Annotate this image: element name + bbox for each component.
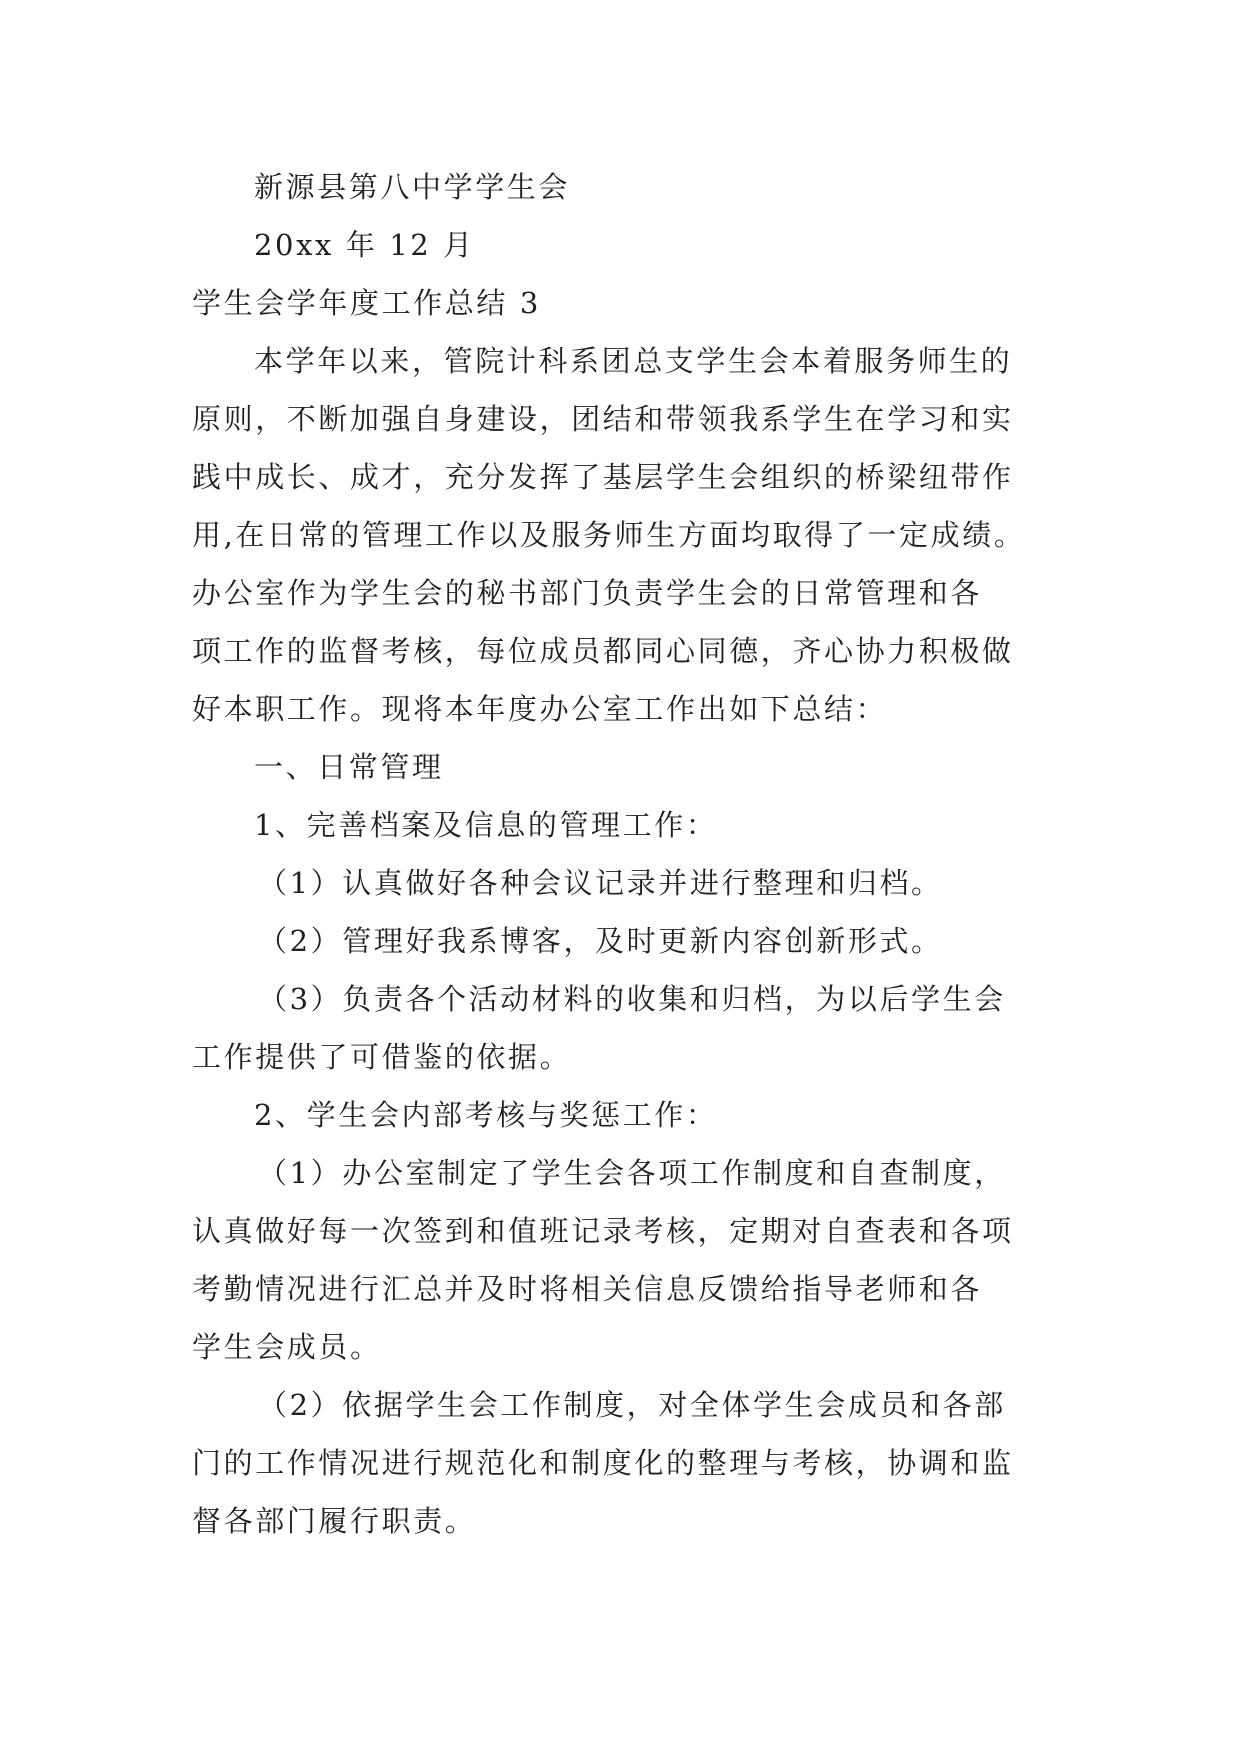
paragraph-line: 原则，不断加强自身建设，团结和带领我系学生在学习和实 — [192, 402, 1014, 436]
paragraph-line: （1）办公室制定了学生会各项工作制度和自查制度， — [258, 1156, 1006, 1190]
list-item: （1）认真做好各种会议记录并进行整理和归档。 — [258, 866, 943, 900]
section-title: 学生会学年度工作总结 3 — [192, 286, 541, 320]
heading-daily-management: 一、日常管理 — [254, 750, 444, 784]
list-item — [192, 970, 1052, 1086]
subheading-archives: 1、完善档案及信息的管理工作： — [254, 808, 718, 842]
paragraph-line: 学生会成员。 — [192, 1330, 382, 1364]
paragraph-line: 门的工作情况进行规范化和制度化的整理与考核，协调和监 — [192, 1446, 1014, 1480]
paragraph-line: 督各部门履行职责。 — [192, 1504, 477, 1538]
list-item: （2）管理好我系博客，及时更新内容创新形式。 — [258, 924, 943, 958]
paragraph-line: 工作提供了可借鉴的依据。 — [192, 1040, 572, 1074]
paragraph-line: 用,在日常的管理工作以及服务师生方面均取得了一定成绩。 — [192, 518, 1026, 552]
paragraph-line: 好本职工作。现将本年度办公室工作出如下总结： — [192, 692, 888, 726]
document-body — [192, 158, 1052, 1550]
list-item — [192, 1144, 1052, 1376]
paragraph-line: 项工作的监督考核，每位成员都同心同德，齐心协力积极做 — [192, 634, 1014, 668]
list-item — [192, 1376, 1052, 1550]
subheading-assessment: 2、学生会内部考核与奖惩工作： — [254, 1098, 718, 1132]
paragraph-line: 本学年以来，管院计科系团总支学生会本着服务师生的 — [254, 344, 1013, 378]
signature-date: 20xx 年 12 月 — [254, 228, 475, 262]
paragraph-line: 践中成长、成才，充分发挥了基层学生会组织的桥梁纽带作 — [192, 460, 1014, 494]
paragraph-line: 考勤情况进行汇总并及时将相关信息反馈给指导老师和各 — [192, 1272, 983, 1306]
signature-organization: 新源县第八中学学生会 — [254, 170, 571, 204]
intro-paragraph — [192, 332, 1052, 738]
paragraph-line: 办公室作为学生会的秘书部门负责学生会的日常管理和各 — [192, 576, 983, 610]
paragraph-line: 认真做好每一次签到和值班记录考核，定期对自查表和各项 — [192, 1214, 1014, 1248]
paragraph-line: （3）负责各个活动材料的收集和归档，为以后学生会 — [258, 982, 1006, 1016]
paragraph-line: （2）依据学生会工作制度，对全体学生会成员和各部 — [258, 1388, 1006, 1422]
